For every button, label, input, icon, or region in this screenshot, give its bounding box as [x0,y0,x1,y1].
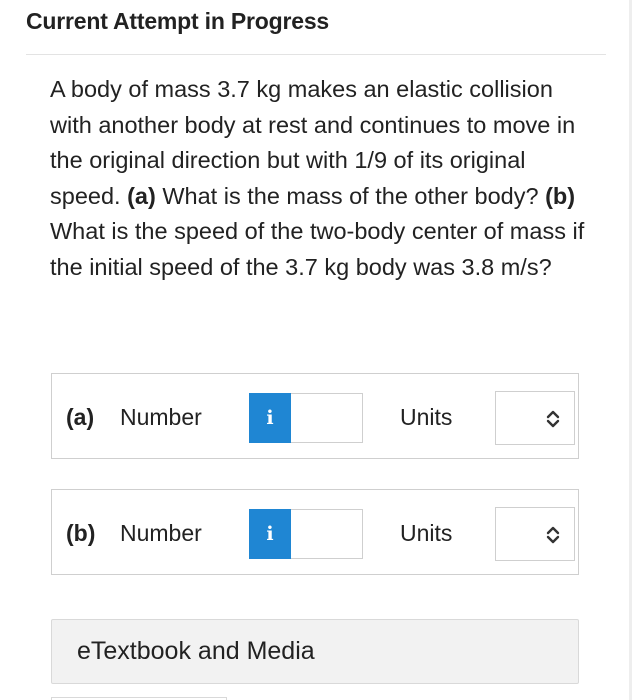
number-input[interactable] [291,393,363,443]
answer-row-b [51,489,579,575]
question-part-a-marker: (a) [127,182,156,209]
number-label: Number [120,404,202,430]
page-title: Current Attempt in Progress [26,8,330,34]
question-part-b-marker: (b) [545,182,576,209]
etextbook-media-label: eTextbook and Media [77,637,315,665]
answer-row-a [51,373,579,459]
chevron-up-down-icon [546,410,560,428]
question-text-part-2: What is the mass of the other body? [155,182,546,209]
units-label: Units [400,404,453,430]
header-divider [26,54,606,55]
question-text-part-1: A body of mass 3.7 kg makes an elastic collision with another body at rest and continues to move in the original direction but with 1/9 of its original speed. [50,76,576,209]
etextbook-media-button[interactable] [51,619,579,684]
number-label: Number [120,520,202,546]
chevron-up-down-icon [546,526,560,544]
question-text-part-3: What is the speed of the two-body center of mass if the initial speed of the 3.7 kg body was 3.8 m/s? [50,218,585,280]
info-icon[interactable]: i [249,393,291,443]
units-select[interactable] [495,507,575,561]
number-input[interactable] [291,509,363,559]
part-label: (a) [66,404,95,430]
info-icon[interactable]: i [249,509,291,559]
units-select[interactable] [495,391,575,445]
units-label: Units [400,520,453,546]
part-label: (b) [66,520,96,546]
question-text [50,72,590,285]
